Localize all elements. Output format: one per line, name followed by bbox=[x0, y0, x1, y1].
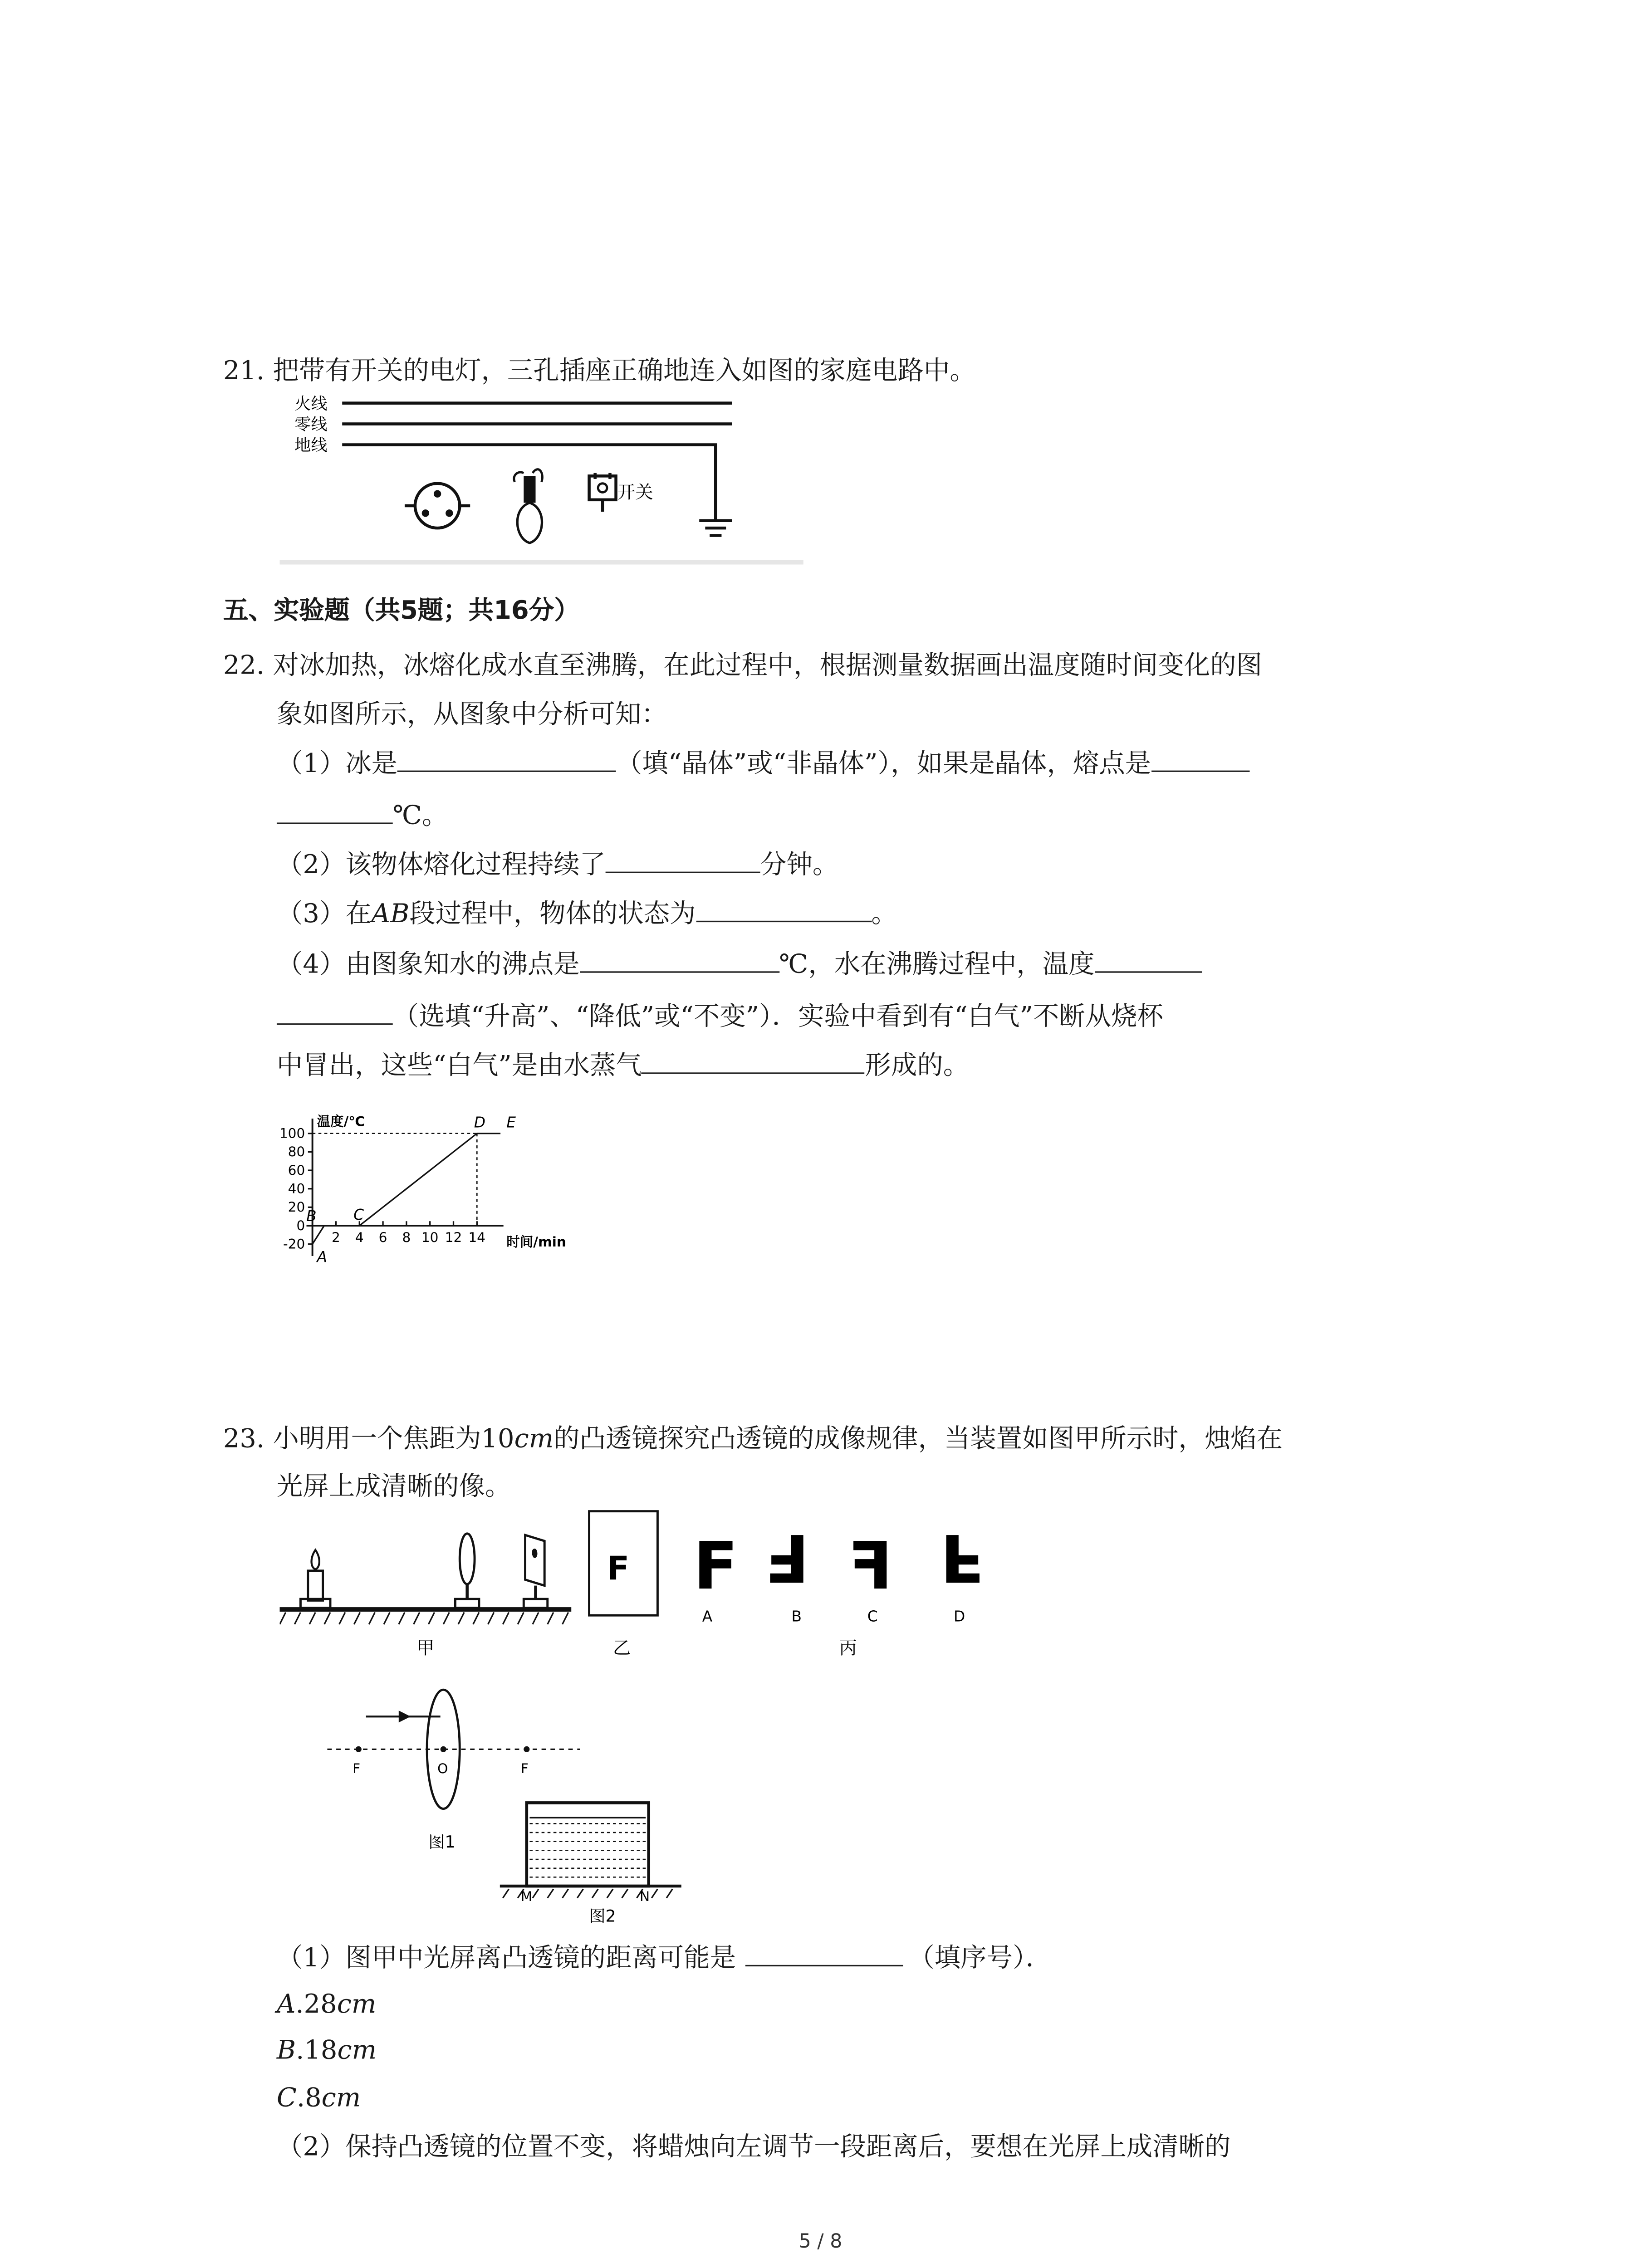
q22-line1: 22. 对冰加热，冰熔化成水直至沸腾，在此过程中，根据测量数据画出温度随时间变化的图 bbox=[223, 651, 1263, 681]
point-label-c: C bbox=[353, 1206, 364, 1223]
q22-part1: （1）冰是 （填“晶体”或“非晶体”），如果是晶体，熔点是 bbox=[277, 744, 1249, 782]
x-tick-label: 12 bbox=[445, 1230, 462, 1246]
card-letter: F bbox=[607, 1549, 630, 1588]
q23-part1: （1）图甲中光屏离凸透镜的距离可能是 （填序号）． bbox=[277, 1938, 1052, 1977]
blank-1 bbox=[397, 744, 616, 772]
q22-part3: （3）在AB段过程中，物体的状态为 。 bbox=[277, 894, 897, 933]
option-c-image bbox=[848, 1528, 893, 1625]
temperature-time-chart bbox=[268, 1083, 610, 1269]
figure2-caption: 图2 bbox=[589, 1906, 616, 1926]
blank-7 bbox=[642, 1046, 865, 1074]
q22-part4-end: 中冒出，这些“白气”是由水蒸气 形成的。 bbox=[277, 1046, 969, 1084]
choice-c: C.8cm bbox=[276, 2084, 361, 2114]
svg-text:F: F bbox=[353, 1760, 361, 1776]
x-tick-label: 6 bbox=[378, 1230, 387, 1246]
y-tick-label: 80 bbox=[288, 1144, 305, 1160]
svg-text:F: F bbox=[520, 1760, 529, 1776]
q22-line2: 象如图所示，从图象中分析可知： bbox=[276, 700, 667, 731]
lamp-icon bbox=[514, 469, 543, 543]
svg-text:D: D bbox=[953, 1608, 965, 1625]
blank-5 bbox=[580, 944, 779, 973]
q22-part4-cont: （选填“升高”、“降低”或“不变”）．实验中看到有“白气”不断从烧杯 bbox=[277, 997, 1163, 1035]
y-tick-label: 100 bbox=[279, 1125, 305, 1141]
point-label-d: D bbox=[474, 1114, 486, 1131]
svg-text:F: F bbox=[693, 1528, 738, 1605]
point-label-a: A bbox=[317, 1248, 327, 1266]
switch-label: 开关 bbox=[617, 482, 653, 503]
blank-8 bbox=[745, 1938, 903, 1966]
blank-2-cont bbox=[277, 796, 393, 824]
x-tick-label: 10 bbox=[421, 1230, 439, 1246]
arrow-icon bbox=[399, 1711, 411, 1722]
fig-bing-label: 丙 bbox=[839, 1637, 857, 1659]
y-tick-label: 20 bbox=[288, 1199, 305, 1215]
figure1-caption: 图1 bbox=[428, 1832, 456, 1852]
x-tick-label: 4 bbox=[355, 1230, 364, 1246]
blank-4 bbox=[696, 894, 871, 922]
q22-part4: （4）由图象知水的沸点是 ℃，水在沸腾过程中，温度 bbox=[277, 944, 1202, 983]
wire-ground-label: 地线 bbox=[294, 435, 328, 455]
screen-icon bbox=[524, 1535, 547, 1608]
svg-text:N: N bbox=[640, 1888, 650, 1904]
q22-part2: （2）该物体熔化过程持续了 分钟。 bbox=[277, 845, 838, 884]
y-tick-label: 40 bbox=[288, 1181, 305, 1197]
y-tick-label: -20 bbox=[283, 1236, 305, 1252]
blank-2 bbox=[1151, 744, 1249, 772]
y-tick-label: 60 bbox=[288, 1162, 305, 1178]
svg-text:B: B bbox=[791, 1608, 802, 1625]
svg-text:F: F bbox=[847, 1528, 893, 1605]
point-label-e: E bbox=[506, 1114, 516, 1131]
x-tick-label: 8 bbox=[402, 1230, 411, 1246]
blank-3 bbox=[606, 845, 760, 873]
x-tick-label: 14 bbox=[468, 1230, 486, 1246]
figure2-container-diagram bbox=[500, 1803, 681, 1926]
blank-6 bbox=[1095, 944, 1202, 973]
svg-text:C: C bbox=[867, 1608, 878, 1625]
x-tick-label: 2 bbox=[332, 1230, 340, 1246]
x-axis-label: 时间/min bbox=[506, 1234, 566, 1250]
svg-text:M: M bbox=[520, 1888, 533, 1904]
choice-a: A.28cm bbox=[276, 1990, 377, 2020]
svg-text:O: O bbox=[437, 1760, 448, 1776]
option-b-image bbox=[764, 1519, 809, 1625]
lens-icon bbox=[455, 1534, 479, 1608]
y-tick-label: 0 bbox=[296, 1217, 305, 1233]
candle-icon bbox=[300, 1550, 330, 1608]
y-axis-label: 温度/℃ bbox=[317, 1114, 365, 1129]
option-a-image bbox=[693, 1528, 738, 1625]
q23-line1: 23. 小明用一个焦距为10cm的凸透镜探究凸透镜的成像规律，当装置如图甲所示时，烛焰在 bbox=[223, 1425, 1283, 1455]
q22-part1-cont: ℃。 bbox=[277, 796, 448, 834]
bench-icon bbox=[279, 1609, 571, 1624]
fig-yi-label: 乙 bbox=[613, 1637, 631, 1659]
q21-text: 21. 把带有开关的电灯，三孔插座正确地连入如图的家庭电路中。 bbox=[223, 357, 976, 387]
wire-live-label: 火线 bbox=[294, 394, 328, 413]
q23-figure1-figure2 bbox=[324, 1684, 681, 1931]
svg-text:F: F bbox=[764, 1519, 809, 1596]
q23-lens-apparatus-figure bbox=[279, 1505, 1009, 1666]
choice-b: B.18cm bbox=[276, 2036, 377, 2066]
socket-icon bbox=[405, 484, 470, 528]
option-d-image bbox=[940, 1519, 985, 1625]
wire-neutral-label: 零线 bbox=[294, 415, 328, 434]
series-line bbox=[313, 1134, 500, 1244]
card-figure bbox=[589, 1511, 658, 1616]
q23-part2: （2）保持凸透镜的位置不变，将蜡烛向左调节一段距离后，要想在光屏上成清晰的 bbox=[276, 2133, 1231, 2163]
page-number: 5 / 8 bbox=[798, 2231, 843, 2253]
q21-circuit-figure bbox=[277, 390, 805, 565]
switch-icon bbox=[589, 473, 653, 512]
figure1-lens-diagram bbox=[327, 1690, 580, 1852]
section-title: 五、实验题（共5题；共16分） bbox=[223, 596, 580, 626]
point-label-b: B bbox=[306, 1207, 317, 1225]
svg-text:A: A bbox=[702, 1608, 713, 1625]
fig-jia-label: 甲 bbox=[416, 1637, 435, 1659]
q23-line2: 光屏上成清晰的像。 bbox=[276, 1472, 511, 1502]
blank-6-cont bbox=[277, 997, 393, 1025]
svg-text:F: F bbox=[940, 1519, 985, 1596]
